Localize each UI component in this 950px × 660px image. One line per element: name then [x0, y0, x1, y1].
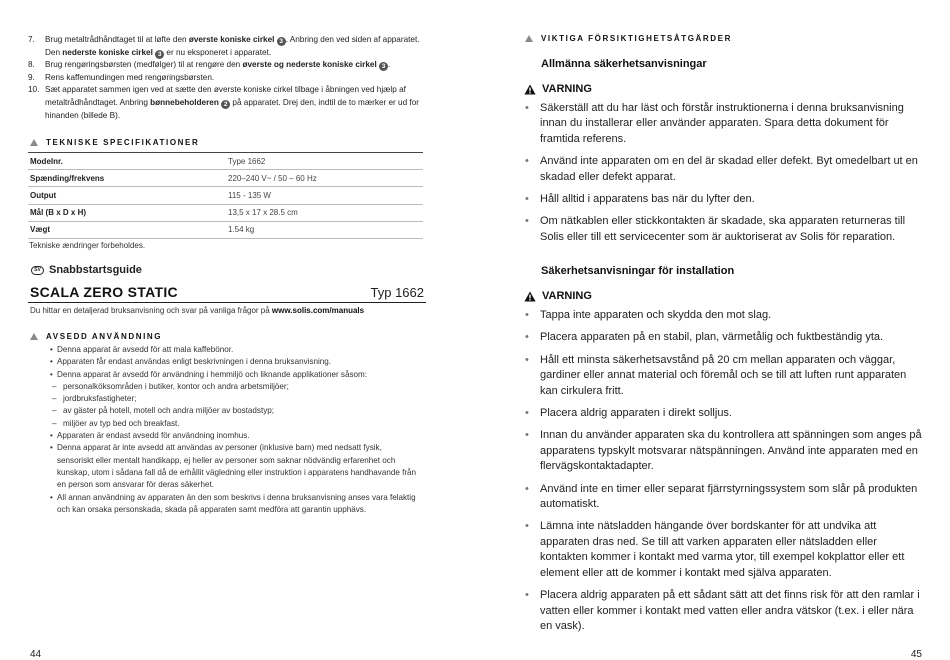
spec-table	[28, 152, 423, 239]
text-run: .	[388, 60, 391, 70]
page-number: 44	[30, 649, 42, 660]
spec-key: Vægt	[28, 221, 226, 238]
text-run: er nu eksponeret i apparatet.	[164, 47, 272, 57]
manual-reference	[30, 306, 364, 315]
product-title-bar	[28, 284, 426, 303]
list-item: • Denna apparat är avsedd för att mala kaffebönor.	[50, 344, 420, 356]
warning-icon	[524, 84, 536, 95]
list-item: • Håll alltid i apparatens bas när du lyfter den.	[525, 192, 925, 207]
warning-icon	[524, 291, 536, 302]
list-item: • Innan du använder apparaten ska du kontrollera att spänningen som anges på apparatens typskylt motsvarar nätspänningen. Använd inte apparaten med en flervägskontaktadapter.	[525, 428, 925, 474]
spec-key: Spænding/frekvens	[28, 170, 226, 187]
text-run: Brug rengøringsbørsten (medfølger) til at rengøre den	[45, 60, 243, 70]
step-text	[45, 84, 428, 122]
spec-heading-label: TEKNISKE SPECIFIKATIONER	[46, 138, 200, 147]
list-item: • Placera apparaten på en stabil, plan, värmetålig och fuktbeständig yta.	[525, 330, 925, 345]
manual-reference-text: Du hittar en detaljerad bruksanvisning och svar på vanliga frågor på	[30, 306, 272, 315]
general-safety-list	[525, 101, 925, 245]
figure-ref-icon: 3	[277, 37, 286, 46]
bold-term: øverste og nederste koniske cirkel	[242, 60, 377, 70]
list-subitem: – jordbruksfastigheter;	[50, 393, 420, 405]
figure-ref-icon: 3	[379, 62, 388, 71]
table-row	[28, 170, 423, 187]
intended-use-list	[50, 344, 420, 516]
general-safety-title: Allmänna säkerhetsanvisningar	[541, 58, 707, 70]
list-item: • Om nätkablen eller stickkontakten är skadade, ska apparaten returneras till Solis eller till ett servicecenter som är auktoriserat av Solis för reparation.	[525, 214, 925, 245]
list-subitem: – miljöer av typ bed och breakfast.	[50, 418, 420, 430]
text-run: Brug metaltrådhåndtaget til at løfte den	[45, 35, 189, 44]
text-run: . Anbring den ved siden af apparatet. Den	[45, 35, 420, 57]
right-page	[475, 0, 950, 660]
warning-text: VARNING	[542, 290, 592, 302]
intended-use-heading-label: AVSEDD ANVÄNDNING	[46, 332, 163, 341]
list-item: • Placera aldrig apparaten på ett sådant sätt att det finns risk för att den ramlar i vatten eller kommer i kontakt med vatten eller andra vätskor (t.ex. i eller nära en vask).	[525, 588, 925, 634]
list-subitem: – av gäster på hotell, motell och andra miljöer av bostadstyp;	[50, 405, 420, 417]
warning-text: VARNING	[542, 83, 592, 95]
spec-value: 115 - 135 W	[226, 187, 423, 204]
list-item: • Denna apparat är inte avsedd att användas av personer (inklusive barn) med nedsatt fysik, sensoriskt eller mentalt handikapp, ej heller av personer som saknar nödvändig erfarenhet och kunskap, utom i sådana fall då de erhållit vägledning eller instruktion i apparatens handhavande från en person som ansvarar för deras säkerhet.	[50, 442, 420, 491]
spec-key: Output	[28, 187, 226, 204]
cleaning-steps	[28, 34, 428, 122]
spec-value: Type 1662	[226, 153, 423, 170]
list-item: • Tappa inte apparaten och skydda den mot slag.	[525, 308, 925, 323]
list-item: • Apparaten får endast användas enligt beskrivningen i denna bruksanvisning.	[50, 356, 420, 368]
triangle-icon	[525, 35, 533, 42]
table-row	[28, 153, 423, 170]
table-row	[28, 187, 423, 204]
step-9	[28, 72, 428, 85]
spec-key: Mål (B x D x H)	[28, 204, 226, 221]
step-text	[45, 34, 428, 59]
step-text	[45, 59, 428, 72]
step-10	[28, 84, 428, 122]
list-item: • All annan användning av apparaten än den som beskrivs i denna bruksanvisning anses vara felaktig och kan orsaka personskada, skada på apparaten samt medföra att garantin upphävs.	[50, 492, 420, 517]
spec-heading	[30, 138, 199, 147]
safety-heading-label: VIKTIGA FÖRSIKTIGHETSÅTGÄRDER	[541, 34, 732, 43]
page-number: 45	[910, 649, 922, 660]
figure-ref-icon: 3	[155, 50, 164, 59]
step-number: 7.	[28, 35, 35, 44]
list-item: • Apparaten är endast avsedd för användning inomhus.	[50, 430, 420, 442]
intended-use-heading	[30, 332, 162, 341]
product-type: Typ 1662	[370, 285, 424, 300]
text-run: Rens kaffemundingen med rengøringsbørsten.	[45, 72, 215, 82]
spec-value: 13,5 x 17 x 28.5 cm	[226, 204, 423, 221]
spec-key: Modelnr.	[28, 153, 226, 170]
list-item: • Säkerställ att du har läst och förstår instruktionerna i denna bruksanvisning innan du installerar eller använder apparaten. Spara detta dokument för framtida referens.	[525, 101, 925, 147]
table-row	[28, 221, 423, 238]
list-item: • Denna apparat är avsedd för användning i hemmiljö och liknande applikationer såsom:	[50, 369, 420, 381]
step-text	[45, 72, 428, 85]
warning-label	[524, 290, 592, 302]
manual-url: www.solis.com/manuals	[271, 306, 365, 315]
triangle-icon	[30, 333, 38, 340]
list-item: • Placera aldrig apparaten i direkt solljus.	[525, 406, 925, 421]
triangle-icon	[30, 139, 38, 146]
list-item: • Lämna inte nätsladden hängande över bordskanter för att undvika att apparaten dras ned. Se till att varken apparaten eller nätsladden eller kontakten kommer i kontakt med varma ytor, till exempel kokplattor eller ett element eller att de kommer i kontakt med själva apparaten.	[525, 519, 925, 581]
installation-safety-title: Säkerhetsanvisningar för installation	[541, 265, 735, 277]
product-name: SCALA ZERO STATIC	[30, 284, 178, 300]
list-subitem: – personalköksområden i butiker, kontor och andra arbetsmiljöer;	[50, 381, 420, 393]
language-badge-icon: SV	[31, 266, 44, 275]
step-number: 8.	[28, 60, 35, 70]
bold-term: nederste koniske cirkel	[62, 47, 153, 57]
list-item: • Håll ett minsta säkerhetsavstånd på 20 cm mellan apparaten och väggar, gardiner eller annat material och föremål och se till att luften runt apparaten kan cirkulera fritt.	[525, 353, 925, 399]
step-number: 10.	[28, 85, 40, 95]
installation-safety-list	[525, 308, 925, 634]
quick-guide-label: Snabbstartsguide	[49, 264, 142, 276]
list-item: • Använd inte apparaten om en del är skadad eller defekt. Byt omedelbart ut en skadad eller defekt apparat.	[525, 154, 925, 185]
bold-term: øverste koniske cirkel	[188, 35, 275, 44]
figure-ref-icon: 2	[221, 100, 230, 109]
bold-term: bønnebeholderen	[150, 97, 219, 107]
quick-guide-heading	[31, 264, 142, 276]
step-8	[28, 59, 428, 72]
list-item: • Använd inte en timer eller separat fjärrstyrningssystem som slår på produkten automatiskt.	[525, 482, 925, 513]
warning-label	[524, 83, 592, 95]
text-run: Sæt apparatet sammen igen ved at sætte den øverste koniske cirkel tilbage i åbningen ved hjælp af metaltrådhåndtaget. Anbring	[45, 85, 406, 107]
safety-heading	[525, 34, 732, 43]
step-7	[28, 34, 428, 59]
text-run: på apparatet. Drej den, indtil de to mærker er ud for hinanden (billede B).	[45, 97, 419, 120]
spec-value: 1.54 kg	[226, 221, 423, 238]
step-number: 9.	[28, 72, 35, 82]
spec-note: Tekniske ændringer forbeholdes.	[29, 241, 146, 250]
table-row	[28, 204, 423, 221]
spec-value: 220–240 V~ / 50 – 60 Hz	[226, 170, 423, 187]
